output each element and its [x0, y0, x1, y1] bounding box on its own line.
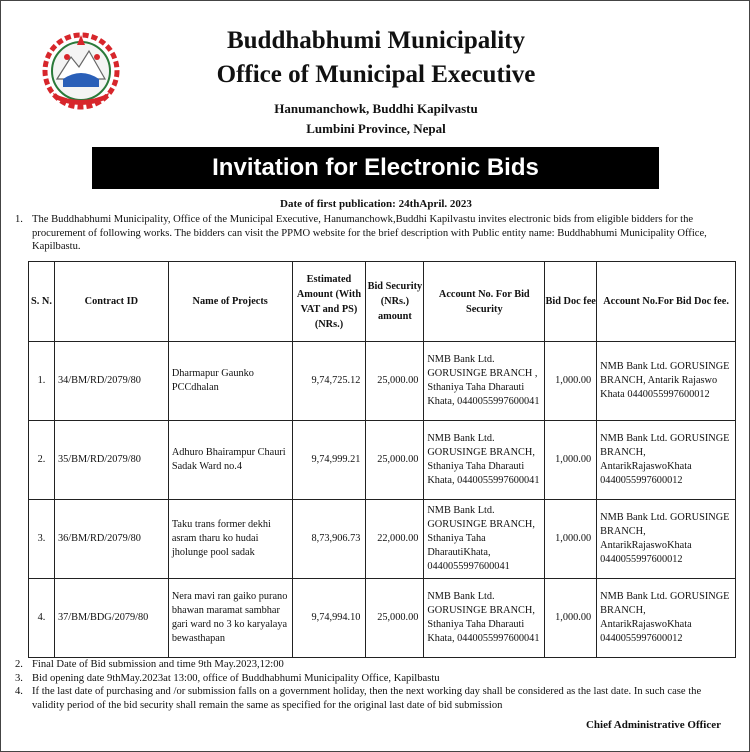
nepal-emblem-icon — [37, 27, 125, 111]
header-sn: S. N. — [29, 262, 55, 342]
municipality-name: Buddhabhumi Municipality — [226, 27, 526, 54]
note-item — [15, 672, 737, 686]
cell-estimated-amount: 9,74,725.12 — [292, 342, 366, 421]
note-number: 4. — [15, 686, 23, 697]
header-fee-account: Account No.For Bid Doc fee. — [597, 262, 736, 342]
cell-project-name: Adhuro Bhairampur Chauri Sadak Ward no.4 — [168, 421, 292, 500]
address-line-1: Hanumanchowk, Buddhi Kapilvastu — [274, 101, 478, 116]
cell-project-name: Dharmapur Gaunko PCCdhalan — [168, 342, 292, 421]
note-text: Final Date of Bid submission and time 9th May.2023,12:00 — [32, 659, 284, 670]
cell-project-name: Nera mavi ran gaiko purano bhawan maramat sambhar gari ward no 3 ko karyalaya bewasthapan — [168, 579, 292, 658]
table-row — [29, 342, 736, 421]
cell-sn: 1. — [29, 342, 55, 421]
cell-doc-fee: 1,000.00 — [545, 500, 597, 579]
intro-paragraph — [15, 213, 737, 254]
cell-fee-account: NMB Bank Ltd. GORUSINGE BRANCH, Antarik Rajaswo Khata 0440055997600012 — [597, 342, 736, 421]
table-header-row — [29, 262, 736, 342]
cell-doc-fee: 1,000.00 — [545, 579, 597, 658]
notes-list — [15, 658, 737, 712]
bids-table — [28, 261, 736, 658]
cell-estimated-amount: 8,73,906.73 — [292, 500, 366, 579]
cell-security-account: NMB Bank Ltd. GORUSINGE BRANCH , Sthaniya Taha Dharauti Khata, 0440055997600041 — [424, 342, 545, 421]
cell-sn: 3. — [29, 500, 55, 579]
cell-estimated-amount: 9,74,994.10 — [292, 579, 366, 658]
header-estimated-amount: Estimated Amount (With VAT and PS) (NRs.) — [292, 262, 366, 342]
intro-number: 1. — [15, 214, 23, 225]
note-text: If the last date of purchasing and /or submission falls on a government holiday, then the next working day shall be considered as the last date. In such case the validity period of the bid security shall remain the same as specified for the original last date of bid submission — [32, 686, 702, 711]
cell-bid-security: 25,000.00 — [366, 421, 424, 500]
notice-title-banner: Invitation for Electronic Bids — [92, 147, 659, 189]
office-name: Office of Municipal Executive — [216, 61, 536, 88]
address-line-2: Lumbini Province, Nepal — [306, 121, 446, 136]
signatory-title: Chief Administrative Officer — [585, 719, 721, 731]
note-number: 3. — [15, 672, 23, 684]
note-item — [15, 685, 737, 712]
table-row — [29, 579, 736, 658]
note-number: 2. — [15, 659, 23, 670]
cell-fee-account: NMB Bank Ltd. GORUSINGE BRANCH, AntarikRajaswoKhata 0440055997600012 — [597, 421, 736, 500]
cell-bid-security: 22,000.00 — [366, 500, 424, 579]
header-bid-security: Bid Security (NRs.) amount — [366, 262, 424, 342]
table-row — [29, 421, 736, 500]
cell-security-account: NMB Bank Ltd. GORUSINGE BRANCH, Sthaniya Taha DharautiKhata, 0440055997600041 — [424, 500, 545, 579]
cell-bid-security: 25,000.00 — [366, 579, 424, 658]
cell-project-name: Taku trans former dekhi asram tharu ko hudai jholunge pool sadak — [168, 500, 292, 579]
table-row — [29, 500, 736, 579]
cell-doc-fee: 1,000.00 — [545, 342, 597, 421]
cell-contract-id: 35/BM/RD/2079/80 — [54, 421, 168, 500]
cell-sn: 4. — [29, 579, 55, 658]
header-security-account: Account No. For Bid Security — [424, 262, 545, 342]
intro-text: The Buddhabhumi Municipality, Office of the Municipal Executive, Hanumanchowk,Buddhi Kapilvastu invites electronic bids from eligible bidders for the procurement of following works. The bidders can visit the PPMO website for the brief description with Public entity name: Buddhabhumi Municipality Office, Kapilbastu. — [32, 214, 707, 252]
cell-estimated-amount: 9,74,999.21 — [292, 421, 366, 500]
header-contract-id: Contract ID — [54, 262, 168, 342]
cell-bid-security: 25,000.00 — [366, 342, 424, 421]
cell-doc-fee: 1,000.00 — [545, 421, 597, 500]
cell-fee-account: NMB Bank Ltd. GORUSINGE BRANCH, AntarikRajaswoKhata 0440055997600012 — [597, 579, 736, 658]
cell-sn: 2. — [29, 421, 55, 500]
cell-security-account: NMB Bank Ltd. GORUSINGE BRANCH, Sthaniya Taha Dharauti Khata, 0440055997600041 — [424, 579, 545, 658]
note-item — [15, 658, 737, 672]
note-text: Bid opening date 9thMay.2023at 13:00, office of Buddhabhumi Municipality Office, Kapilbastu — [32, 672, 440, 684]
publication-date: Date of first publication: 24thApril. 2023 — [280, 198, 472, 210]
cell-contract-id: 37/BM/BDG/2079/80 — [54, 579, 168, 658]
header-doc-fee: Bid Doc fee — [545, 262, 597, 342]
header-project-name: Name of Projects — [168, 262, 292, 342]
cell-contract-id: 34/BM/RD/2079/80 — [54, 342, 168, 421]
cell-security-account: NMB Bank Ltd. GORUSINGE BRANCH, Sthaniya Taha Dharauti Khata, 0440055997600041 — [424, 421, 545, 500]
cell-fee-account: NMB Bank Ltd. GORUSINGE BRANCH, AntarikRajaswoKhata 0440055997600012 — [597, 500, 736, 579]
cell-contract-id: 36/BM/RD/2079/80 — [54, 500, 168, 579]
